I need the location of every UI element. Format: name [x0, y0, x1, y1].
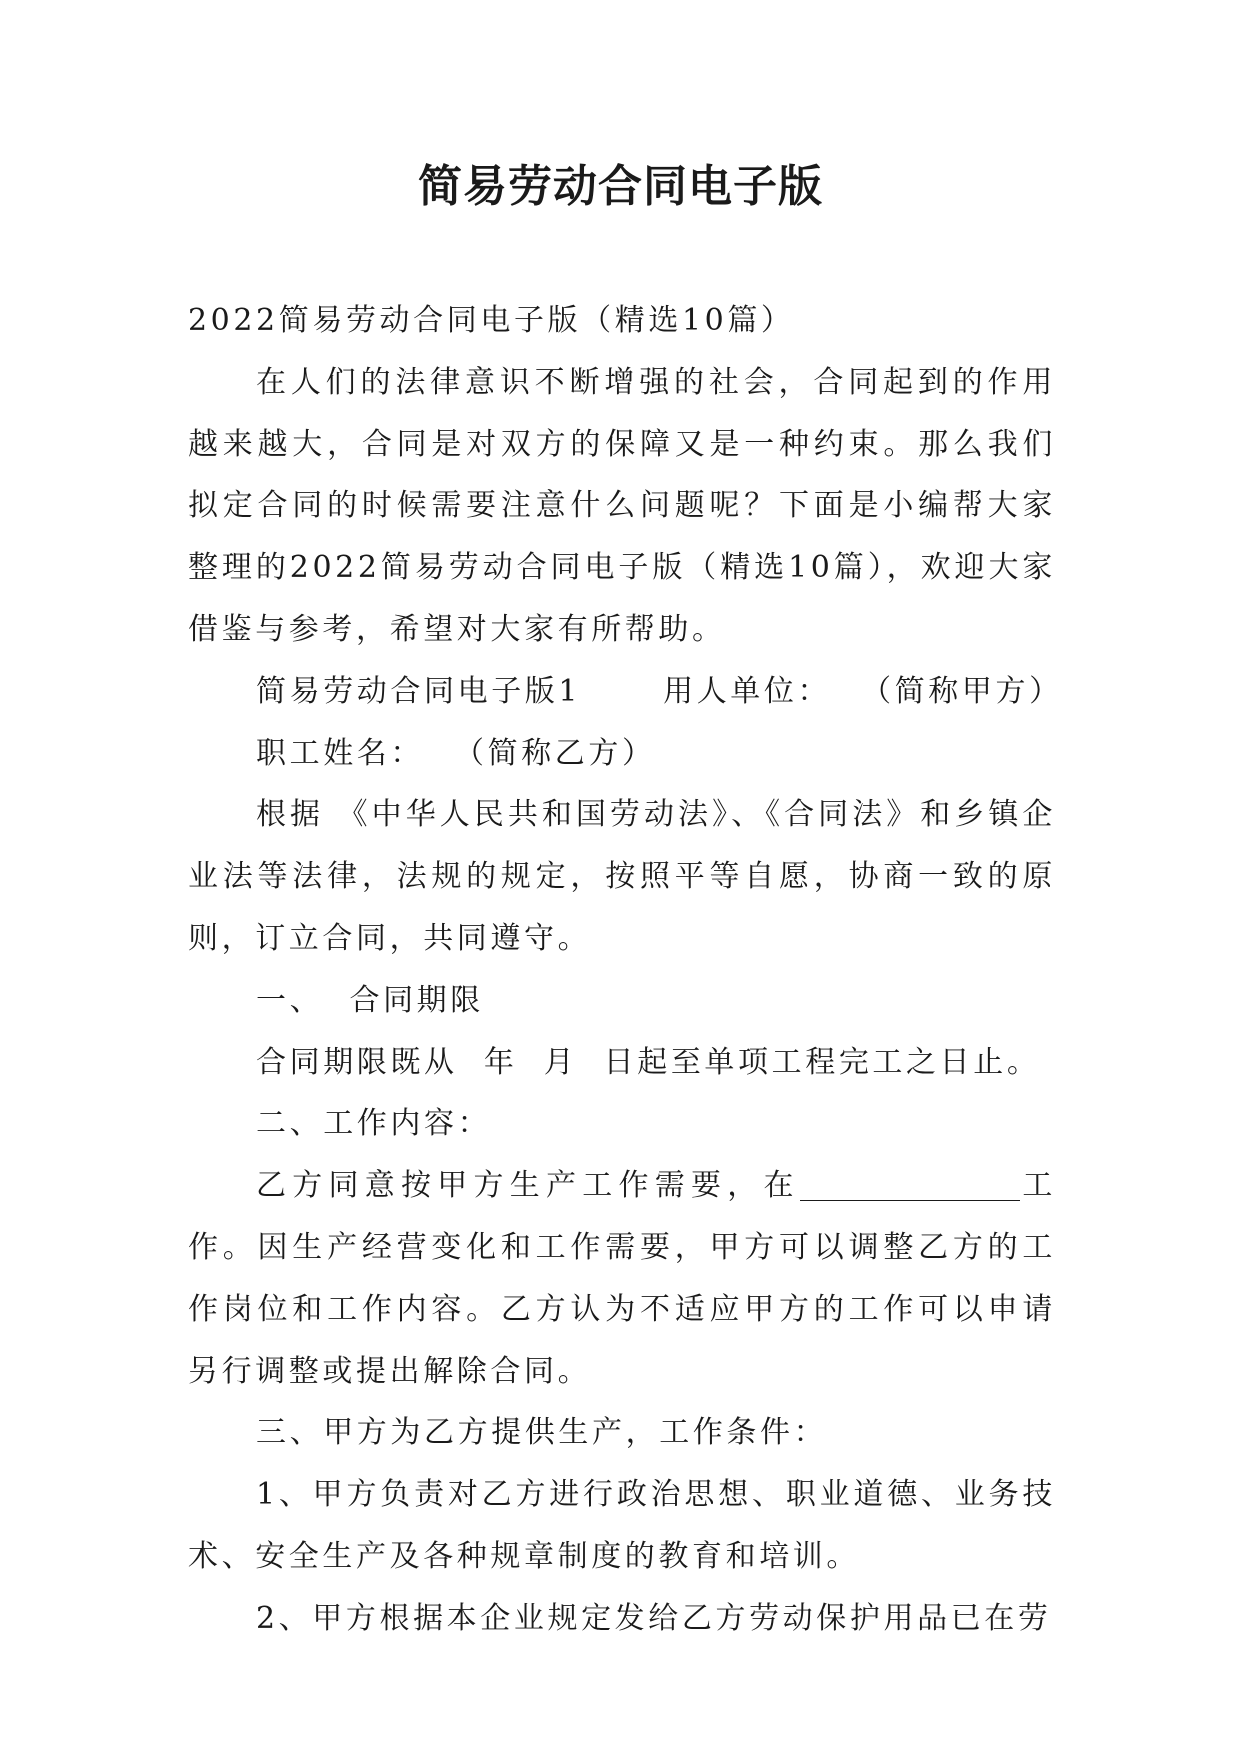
basis-paragraph: 根据 《中华人民共和国劳动法》、《合同法》和乡镇企业法等法律，法规的规定，按照平等自愿，协商一致的原则，订立合同，共同遵守。 [188, 797, 1056, 956]
document-subtitle: 2022简易劳动合同电子版（精选10篇） [188, 303, 795, 338]
section3-item-2: 2、甲方根据本企业规定发给乙方劳动保护用品已在劳 [256, 1600, 1052, 1636]
section2-body-after: 工作。因生产经营变化和工作需要，甲方可以调整乙方的工作岗位和工作内容。乙方认为不适应甲方的工作可以申请另行调整或提出解除合同。 [188, 1168, 1056, 1389]
section3-item-1: 1、甲方负责对乙方进行政治思想、职业道德、业务技术、安全生产及各种规章制度的教育和培训。 [188, 1477, 1056, 1574]
employee-abbr: （简称乙方） [454, 735, 656, 771]
employee-label: 职工姓名： [256, 735, 424, 771]
document-body [188, 290, 1063, 1650]
section2-body-before: 乙方同意按甲方生产工作需要，在 [256, 1168, 800, 1204]
section3-title: 三、甲方为乙方提供生产，工作条件： [256, 1415, 828, 1451]
contract-heading-line [188, 661, 1063, 723]
blank-underline [800, 1170, 1020, 1201]
intro-paragraph: 在人们的法律意识不断增强的社会，合同起到的作用越来越大，合同是对双方的保障又是一种约束。那么我们拟定合同的时候需要注意什么问题呢？下面是小编帮大家整理的2022简易劳动合同电子版（精选10篇），欢迎大家借鉴与参考，希望对大家有所帮助。 [188, 364, 1056, 647]
section1-title: 一、 合同期限 [256, 982, 484, 1018]
employer-abbr: （简称甲方） [861, 673, 1063, 709]
contract-heading: 简易劳动合同电子版1 [256, 673, 582, 709]
section2-body [188, 1155, 1056, 1402]
document-title: 简易劳动合同电子版 [418, 161, 823, 212]
employee-line [188, 723, 1056, 785]
employer-label: 用人单位： [663, 673, 832, 709]
section1-body: 合同期限既从 年 月 日起至单项工程完工之日止。 [256, 1044, 1041, 1080]
section2-title: 二、工作内容： [256, 1106, 492, 1142]
